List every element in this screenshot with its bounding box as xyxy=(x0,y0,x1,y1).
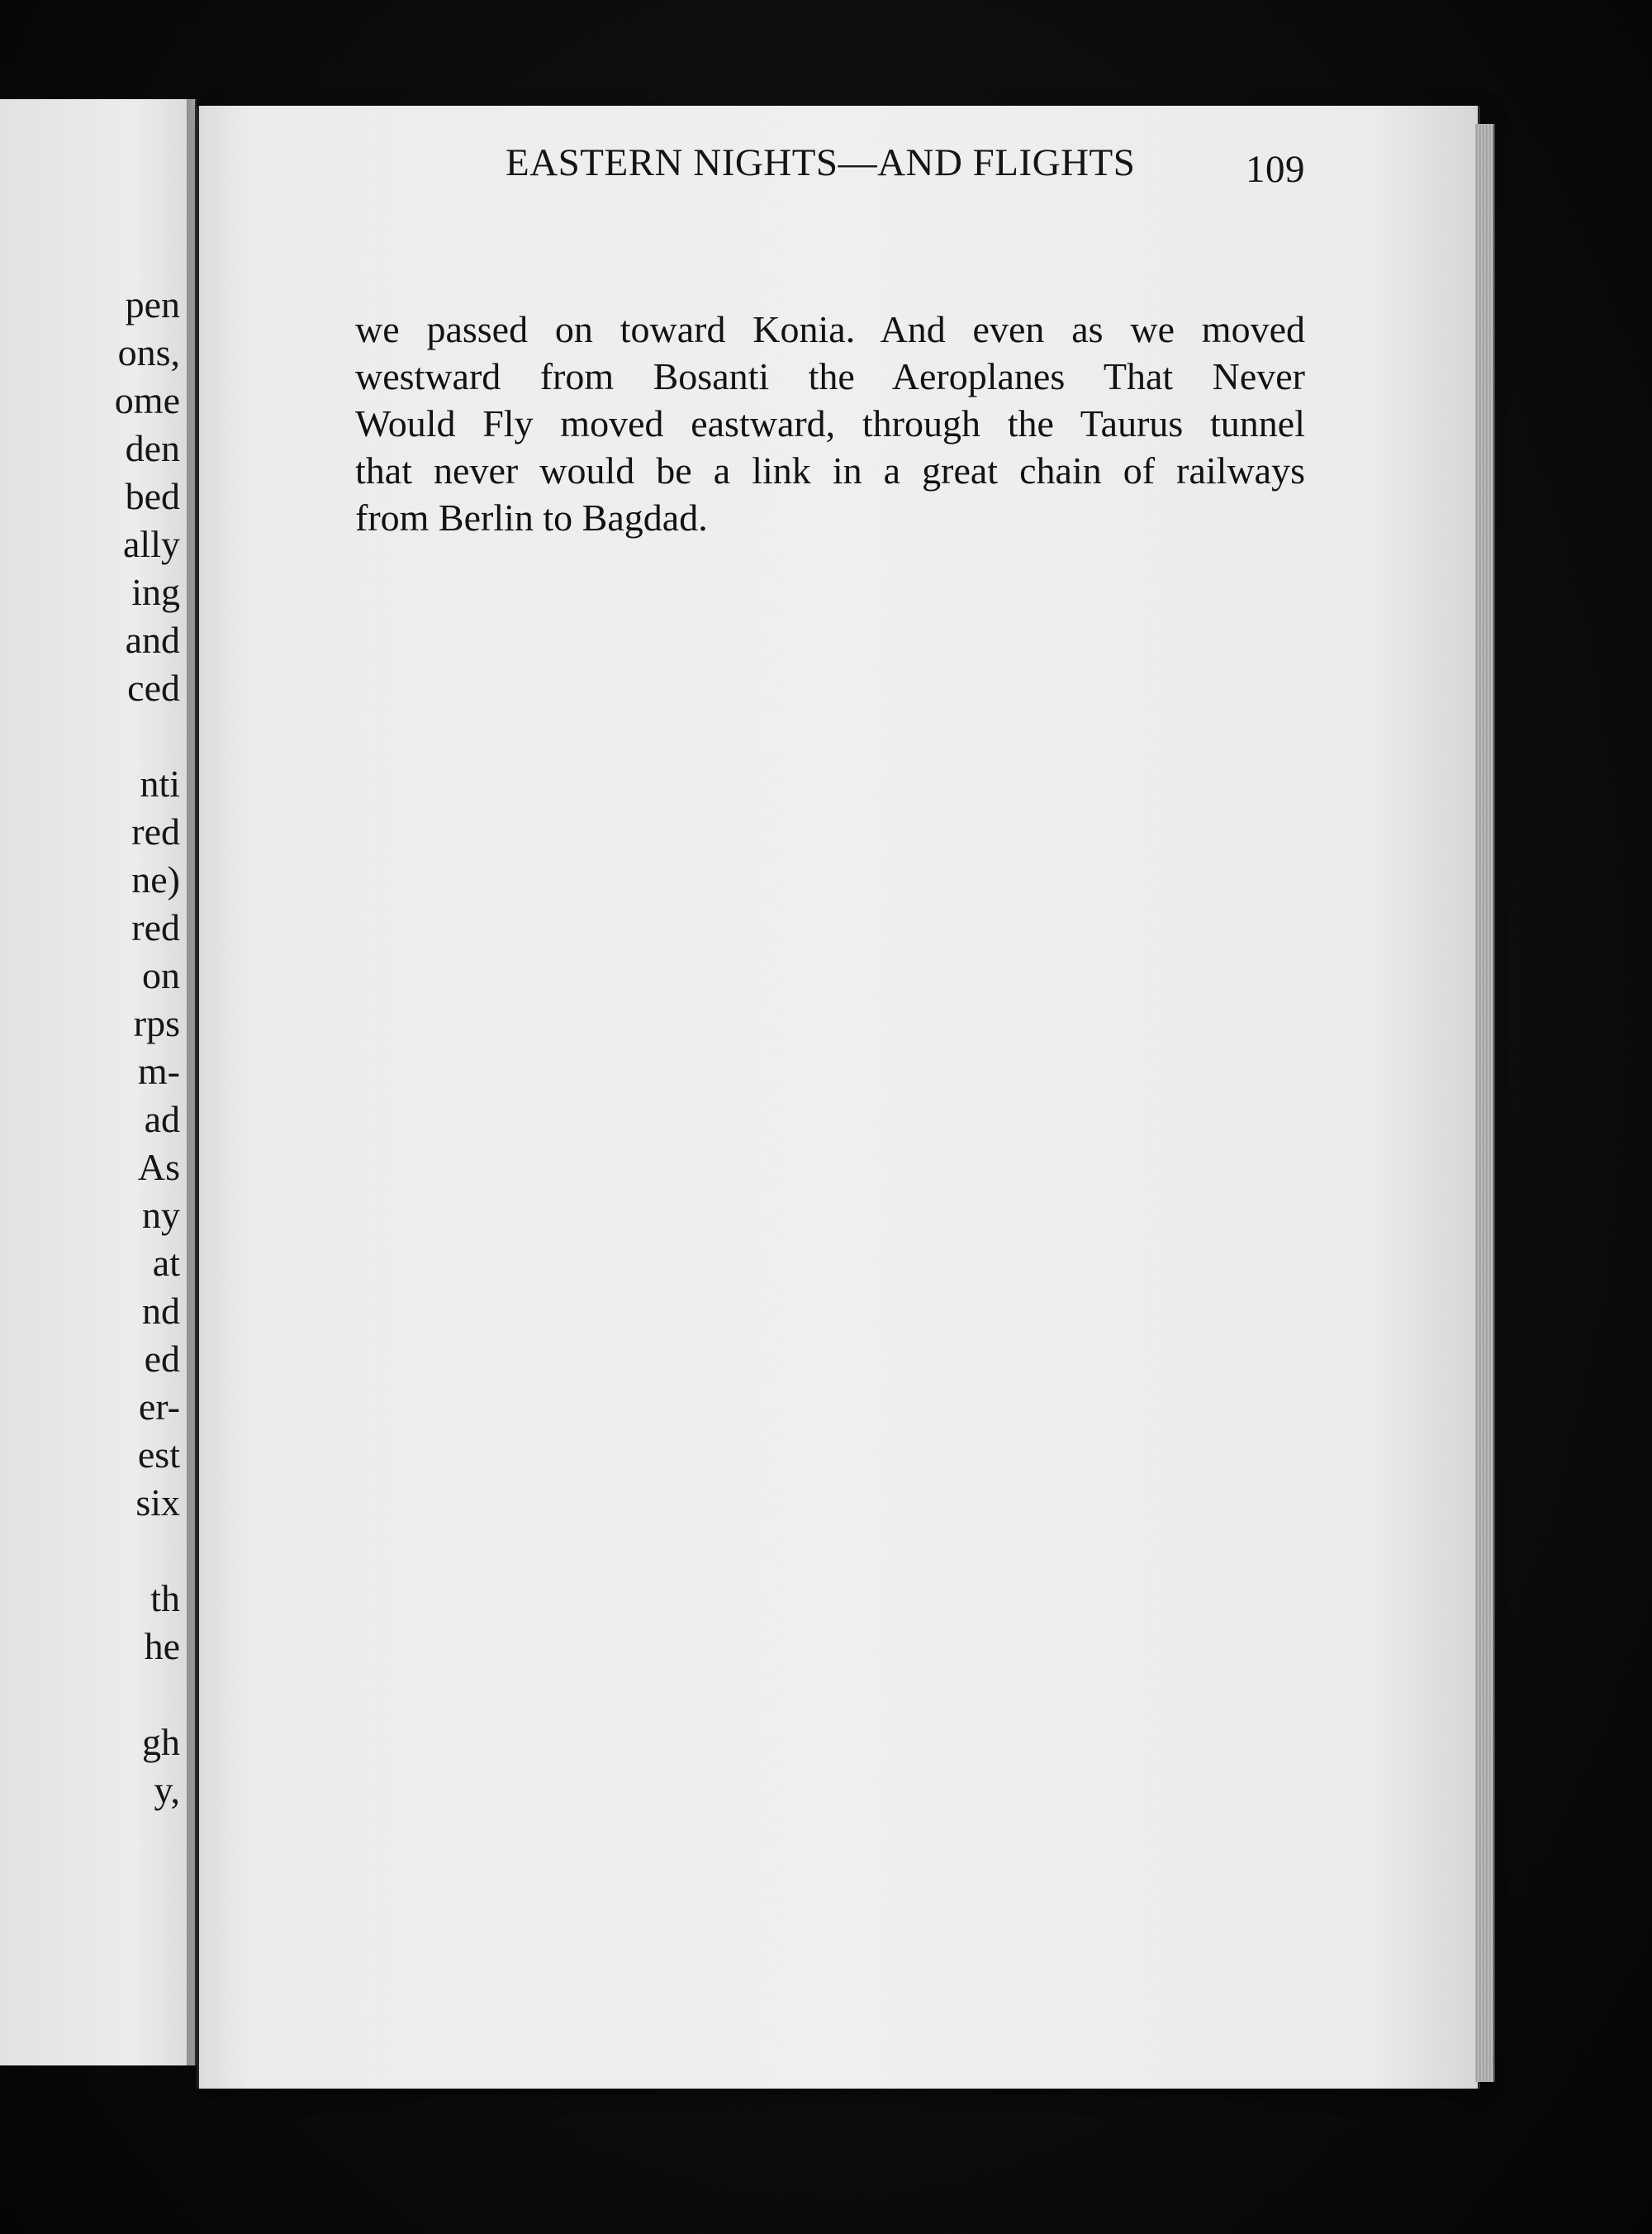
left-line: nti xyxy=(140,763,180,805)
left-line xyxy=(115,712,180,760)
left-line: ally xyxy=(123,523,180,565)
left-line: ced xyxy=(127,667,180,709)
left-line: ne) xyxy=(131,858,180,901)
left-line: on xyxy=(142,954,180,996)
left-line: ed xyxy=(144,1338,180,1380)
left-line: ny xyxy=(142,1194,180,1236)
left-line: red xyxy=(131,906,180,948)
left-line: As xyxy=(137,1146,180,1188)
left-line xyxy=(115,1527,180,1575)
left-line xyxy=(115,1671,180,1718)
running-head-title: EASTERN NIGHTS—AND FLIGHTS xyxy=(506,141,1136,184)
left-line: m- xyxy=(137,1050,180,1092)
page-number: 109 xyxy=(1246,148,1305,191)
left-line: ome xyxy=(114,379,180,421)
left-line: den xyxy=(125,427,180,469)
left-page xyxy=(0,99,197,2065)
left-line: gh xyxy=(142,1721,180,1763)
text-line: from Berlin to Bagdad. xyxy=(355,497,708,539)
left-line: bed xyxy=(125,475,180,517)
left-line: pen xyxy=(125,283,180,326)
text-line: we passed on toward Konia. And even as we moved xyxy=(355,308,1305,350)
left-line: er- xyxy=(138,1386,180,1428)
left-line: six xyxy=(135,1481,180,1523)
left-line: at xyxy=(152,1242,180,1284)
left-line: ing xyxy=(131,571,180,613)
left-line: y, xyxy=(154,1769,180,1811)
page-stack-edge xyxy=(1475,124,1495,2082)
body-paragraph xyxy=(355,306,1305,541)
left-line: and xyxy=(125,619,180,661)
text-line: Would Fly moved eastward, through the Taurus tunnel xyxy=(355,402,1305,444)
left-line: est xyxy=(137,1433,180,1476)
left-page-text xyxy=(115,281,180,1814)
left-line: he xyxy=(144,1625,180,1667)
text-line: westward from Bosanti the Aeroplanes That Never xyxy=(355,355,1305,397)
left-line: rps xyxy=(133,1002,180,1044)
left-line: nd xyxy=(142,1290,180,1332)
left-line: th xyxy=(150,1577,180,1619)
left-line: ons, xyxy=(117,331,180,373)
text-line: that never would be a link in a great chain of railways xyxy=(355,449,1305,492)
left-line: red xyxy=(131,810,180,853)
left-line: ad xyxy=(144,1098,180,1140)
